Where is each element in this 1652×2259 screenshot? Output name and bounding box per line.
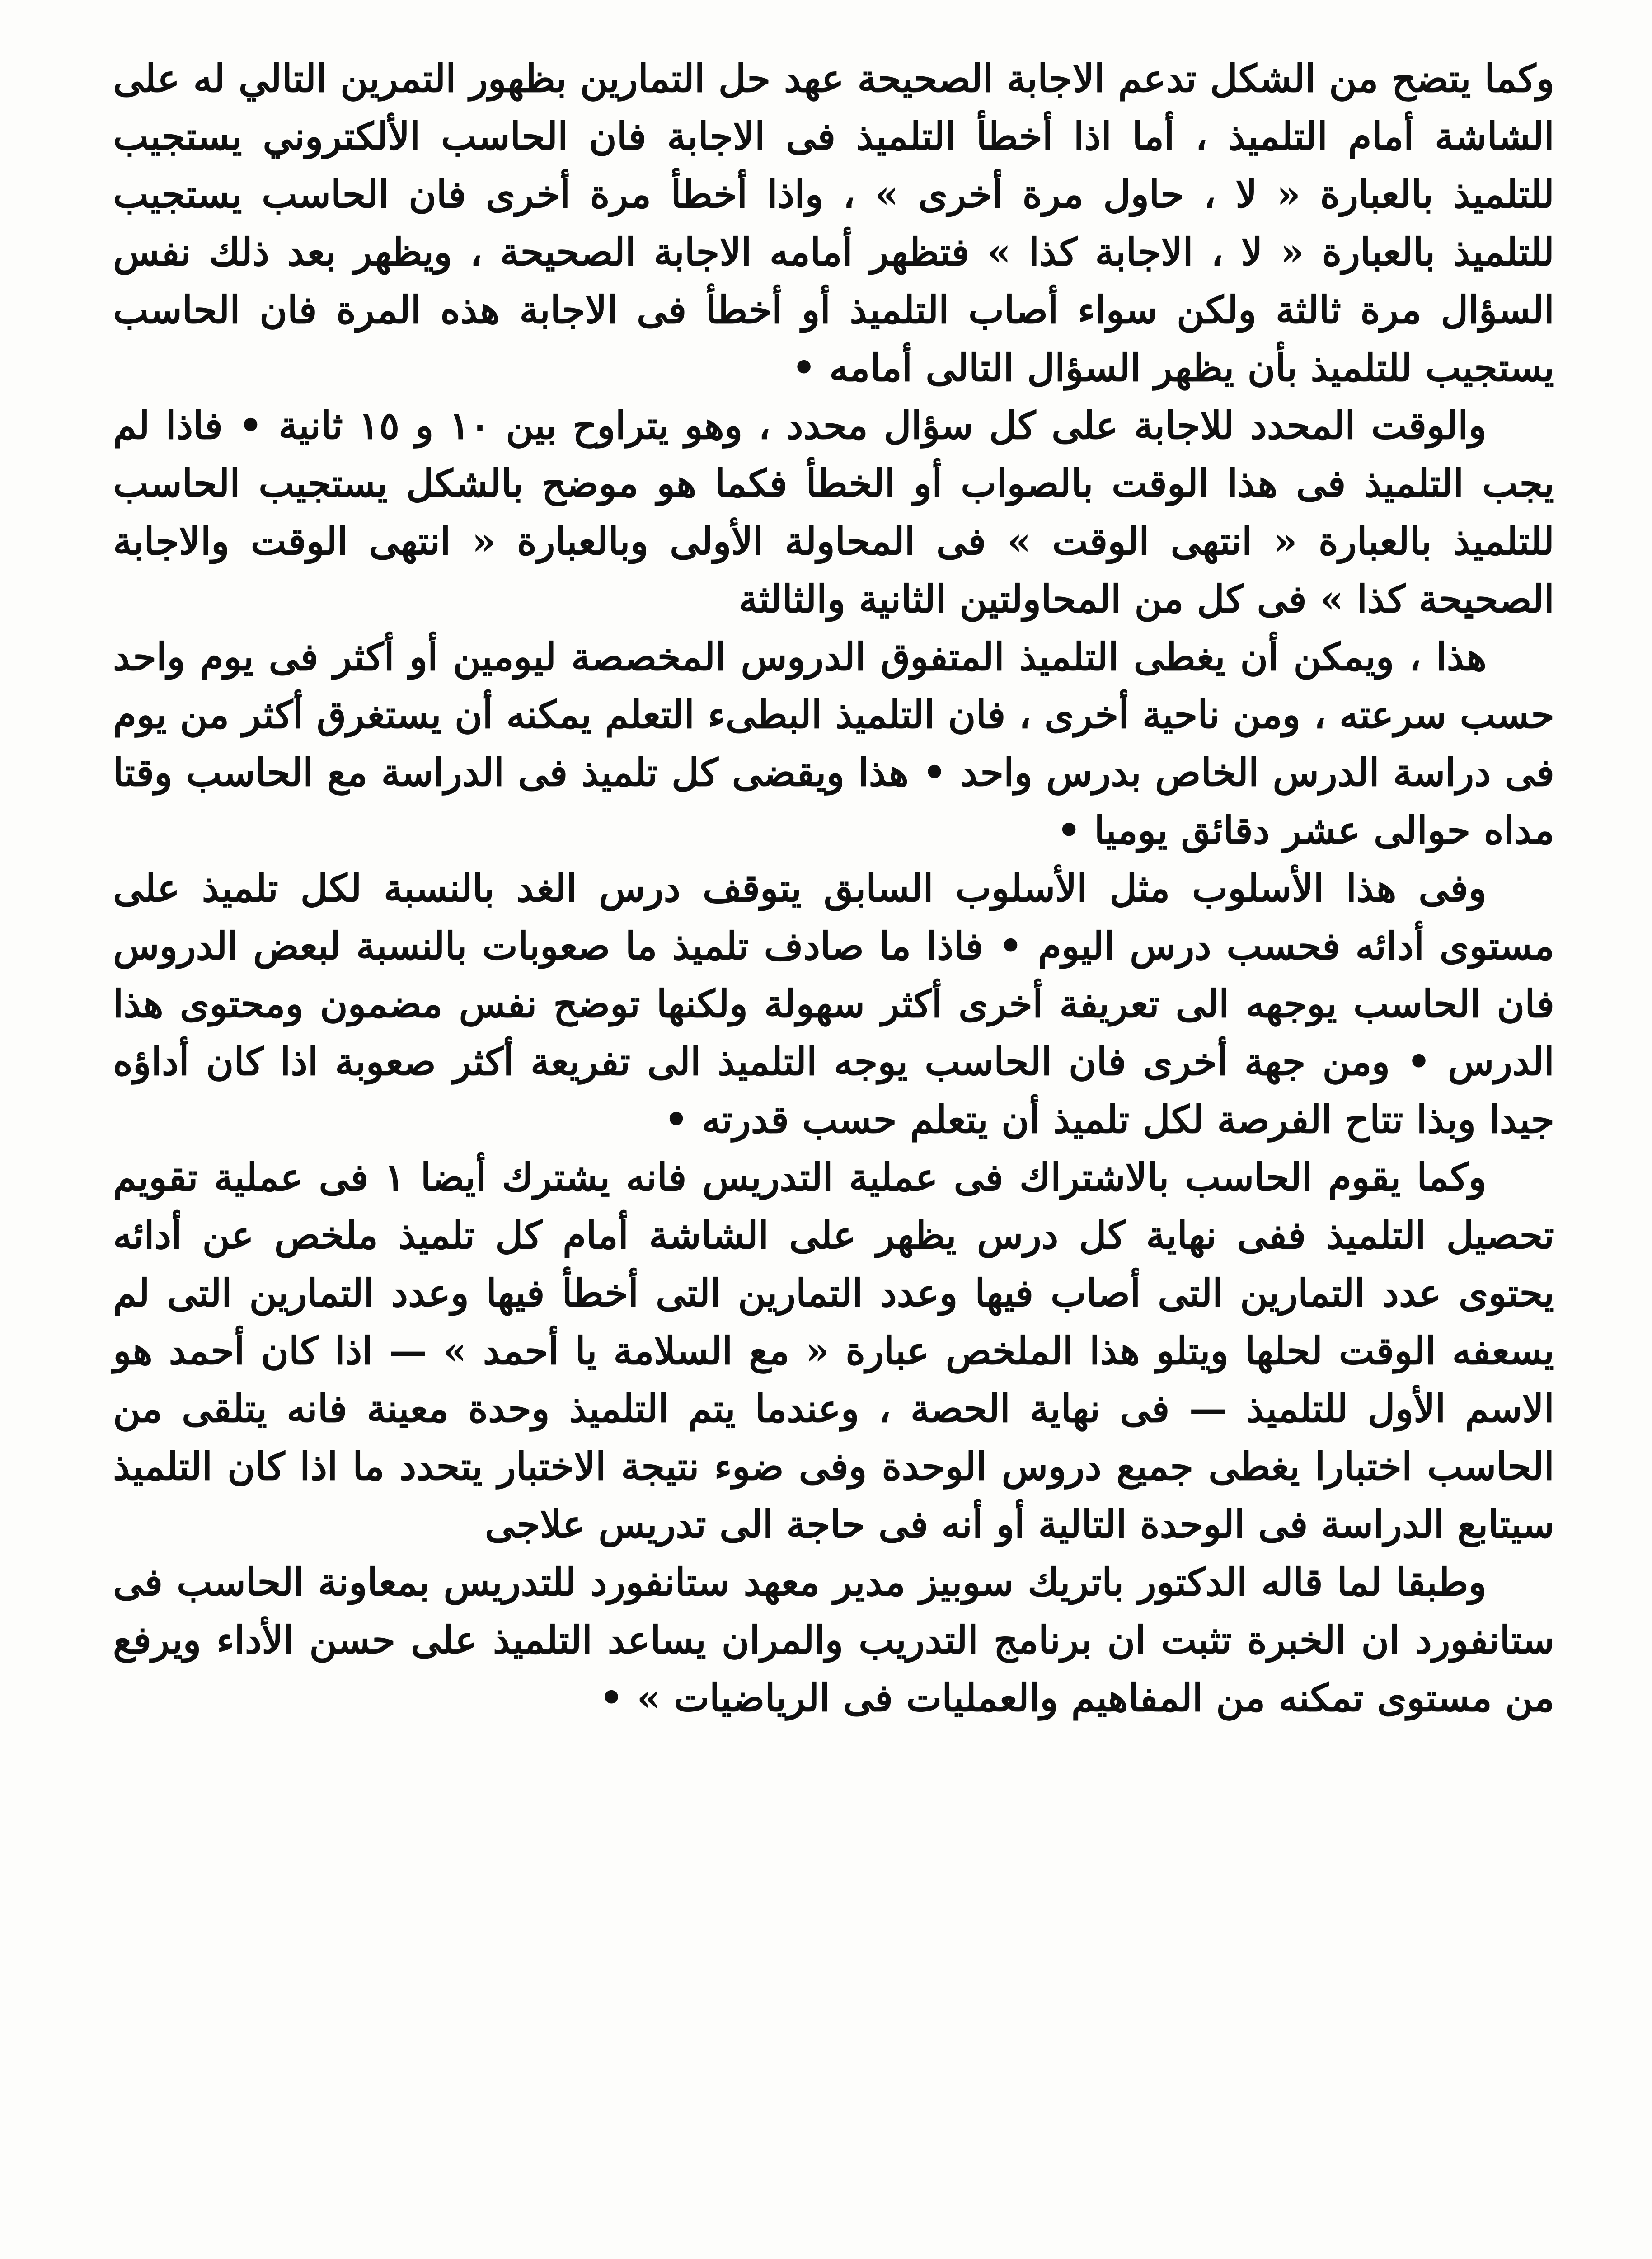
- paragraph-5: وكما يقوم الحاسب بالاشتراك فى عملية التدريس فانه يشترك أيضا ١ فى عملية تقويم تحصيل التلميذ ففى نهاية كل درس يظهر على الشاشة أمام كل تلميذ ملخص عن أدائه يحتوى عدد التمارين التى أصاب فيها وعدد التمارين التى أخطأ فيها وعدد التمارين التى لم يسعفه الوقت لحلها ويتلو هذا الملخص عبارة « مع السلامة يا أحمد » — اذا كان أحمد هو الاسم الأول للتلميذ — فى نهاية الحصة ، وعندما يتم التلميذ وحدة معينة فانه يتلقى من الحاسب اختبارا يغطى جميع دروس الوحدة وفى ضوء نتيجة الاختبار يتحدد ما اذا كان التلميذ سيتابع الدراسة فى الوحدة التالية أو أنه فى حاجة الى تدريس علاجى: [113, 1155, 1554, 1547]
- paragraph-2: والوقت المحدد للاجابة على كل سؤال محدد ، وهو يتراوح بين ١٠ و ١٥ ثانية • فاذا لم يجب التلميذ فى هذا الوقت بالصواب أو الخطأ فكما هو موضح بالشكل يستجيب الحاسب للتلميذ بالعبارة « انتهى الوقت » فى المحاولة الأولى وبالعبارة « انتهى الوقت والاجابة الصحيحة كذا » فى كل من المحاولتين الثانية والثالثة: [113, 403, 1555, 621]
- paragraph-4: وفى هذا الأسلوب مثل الأسلوب السابق يتوقف درس الغد بالنسبة لكل تلميذ على مستوى أدائه فحسب درس اليوم • فاذا ما صادف تلميذ ما صعوبات بالنسبة لبعض الدروس فان الحاسب يوجهه الى تعريفة أخرى أكثر سهولة ولكنها توضح نفس مضمون ومحتوى هذا الدرس • ومن جهة أخرى فان الحاسب يوجه التلميذ الى تفريعة أكثر صعوبة اذا كان أداؤه جيدا وبذا تتاح الفرصة لكل تلميذ أن يتعلم حسب قدرته •: [113, 866, 1554, 1142]
- paragraph-1: وكما يتضح من الشكل تدعم الاجابة الصحيحة عهد حل التمارين بظهور التمرين التالي له على الشاشة أمام التلميذ ، أما اذا أخطأ التلميذ فى الاجابة فان الحاسب الألكتروني يستجيب للتلميذ بالعبارة « لا ، حاول مرة أخرى » ، واذا أخطأ مرة أخرى فان الحاسب يستجيب للتلميذ بالعبارة « لا ، الاجابة كذا » فتظهر أمامه الاجابة الصحيحة ، ويظهر بعد ذلك نفس السؤال مرة ثالثة ولكن سواء أصاب التلميذ أو أخطأ فى الاجابة هذه المرة فان الحاسب يستجيب للتلميذ بأن يظهر السؤال التالى أمامه •: [113, 56, 1554, 390]
- paragraph-3: هذا ، ويمكن أن يغطى التلميذ المتفوق الدروس المخصصة ليومين أو أكثر فى يوم واحد حسب سرعته ، ومن ناحية أخرى ، فان التلميذ البطىء التعلم يمكنه أن يستغرق أكثر من يوم فى دراسة الدرس الخاص بدرس واحد • هذا ويقضى كل تلميذ فى الدراسة مع الحاسب وقتا مداه حوالى عشر دقائق يوميا •: [113, 634, 1554, 853]
- paragraph-6: وطبقا لما قاله الدكتور باتريك سوبيز مدير معهد ستانفورد للتدريس بمعاونة الحاسب فى ستانفورد ان الخبرة تثبت ان برنامج التدريب والمران يساعد التلميذ على حسن الأداء ويرفع من مستوى تمكنه من المفاهيم والعمليات فى الرياضيات » •: [113, 1560, 1554, 1720]
- body-text: [113, 50, 1554, 1727]
